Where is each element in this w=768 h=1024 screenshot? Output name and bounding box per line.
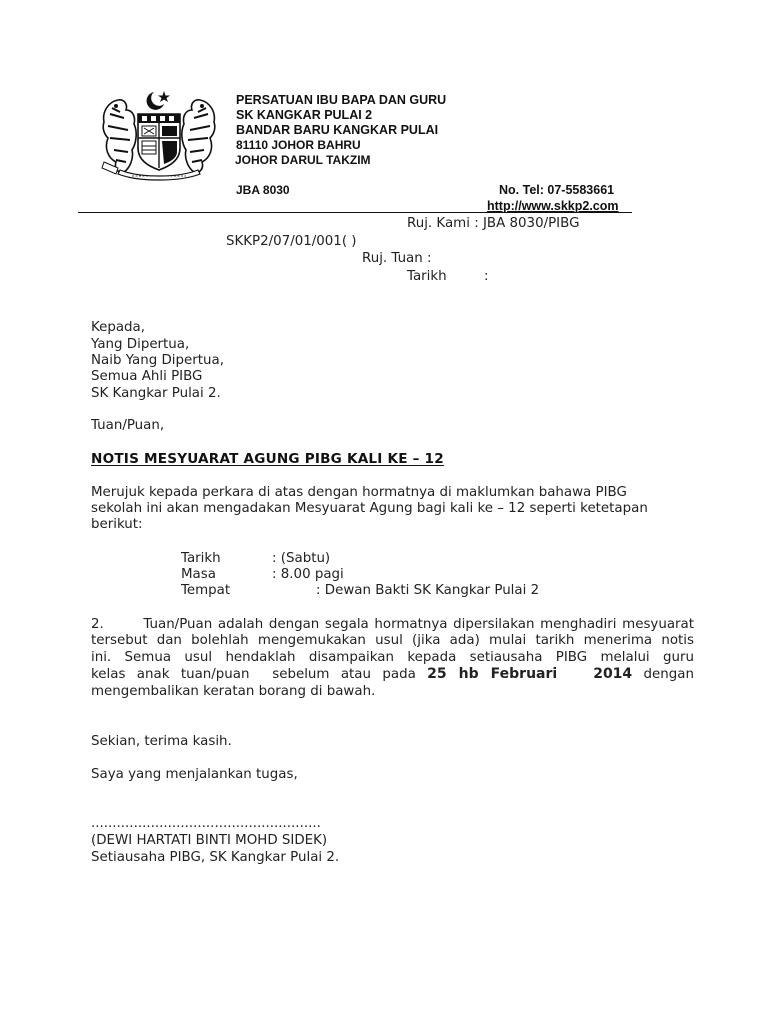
salutation: Tuan/Puan, — [91, 418, 165, 433]
reference-number: SKKP2/07/01/001( ) — [226, 234, 357, 249]
tarikh-label: Tarikh — [407, 269, 447, 284]
org-name: PERSATUAN IBU BAPA DAN GURU — [236, 93, 447, 107]
recipient-line: Semua Ahli PIBG — [91, 369, 203, 384]
detail-masa-label: Masa — [181, 567, 216, 582]
school-name: SK KANGKAR PULAI 2 — [236, 108, 373, 122]
paragraph-2-line-text: kelas anak tuan/puan sebelum atau pada — [91, 667, 428, 683]
intro-paragraph — [91, 485, 694, 534]
deadline-date: 25 hb Februari 2014 — [427, 666, 633, 683]
recipient-line: SK Kangkar Pulai 2. — [91, 386, 221, 401]
detail-masa-value: : 8.00 pagi — [272, 567, 344, 582]
detail-tempat-value: : Dewan Bakti SK Kangkar Pulai 2 — [316, 583, 540, 598]
signer-name: (DEWI HARTATI BINTI MOHD SIDEK) — [91, 833, 328, 848]
detail-tempat-label: Tempat — [181, 583, 231, 598]
paragraph-2 — [91, 617, 694, 700]
closing-duty: Saya yang menjalankan tugas, — [91, 767, 298, 782]
paragraph-2-line: ini. Semua usul hendaklah disampaikan kepada setiausaha PIBG melalui guru — [91, 649, 694, 665]
tarikh-colon: : — [484, 269, 489, 284]
intro-line: sekolah ini akan mengadakan Mesyuarat Agung bagi kali ke – 12 seperti ketetapan — [91, 501, 648, 517]
paragraph-2-line-text: dengan — [632, 667, 694, 683]
ruj-kami: Ruj. Kami : JBA 8030/PIBG — [407, 216, 580, 231]
intro-line: Merujuk kepada perkara di atas dengan hormatnya di maklumkan bahawa PIBG — [91, 485, 627, 500]
signer-title: Setiausaha PIBG, SK Kangkar Pulai 2. — [91, 850, 340, 865]
address-line-3: JOHOR DARUL TAKZIM — [235, 153, 371, 167]
detail-tarikh-value: : (Sabtu) — [272, 551, 331, 566]
header-divider — [78, 212, 632, 213]
coat-of-arms-logo — [98, 88, 220, 184]
ruj-tuan: Ruj. Tuan : — [362, 251, 432, 266]
school-code: JBA 8030 — [236, 183, 290, 197]
paragraph-2-line: 2. Tuan/Puan adalah dengan segala hormatnya dipersilakan menghadiri mesyuarat — [91, 617, 694, 632]
paragraph-2-line: tersebut dan bolehlah mengemukakan usul (jika ada) mulai tarikh menerima notis — [91, 633, 694, 649]
address-line-2: 81110 JOHOR BAHRU — [236, 138, 361, 152]
phone-number: No. Tel: 07-5583661 — [499, 183, 615, 197]
closing-thanks: Sekian, terima kasih. — [91, 734, 232, 749]
detail-tarikh-label: Tarikh — [181, 551, 221, 566]
recipient-line: Kepada, — [91, 320, 146, 335]
subject-heading — [91, 451, 444, 467]
paragraph-2-line — [91, 666, 694, 683]
paragraph-2-line: mengembalikan keratan borang di bawah. — [91, 683, 376, 699]
recipient-line: Yang Dipertua, — [91, 337, 190, 352]
address-line-1: BANDAR BARU KANGKAR PULAI — [236, 123, 439, 137]
website-link[interactable]: http://www.skkp2.com — [487, 199, 619, 213]
signature-line: ...................................................... — [91, 816, 321, 831]
intro-line: berikut: — [91, 517, 143, 533]
recipient-line: Naib Yang Dipertua, — [91, 353, 224, 368]
subject-text: NOTIS MESYUARAT AGUNG PIBG KALI KE – 12 — [91, 451, 444, 467]
